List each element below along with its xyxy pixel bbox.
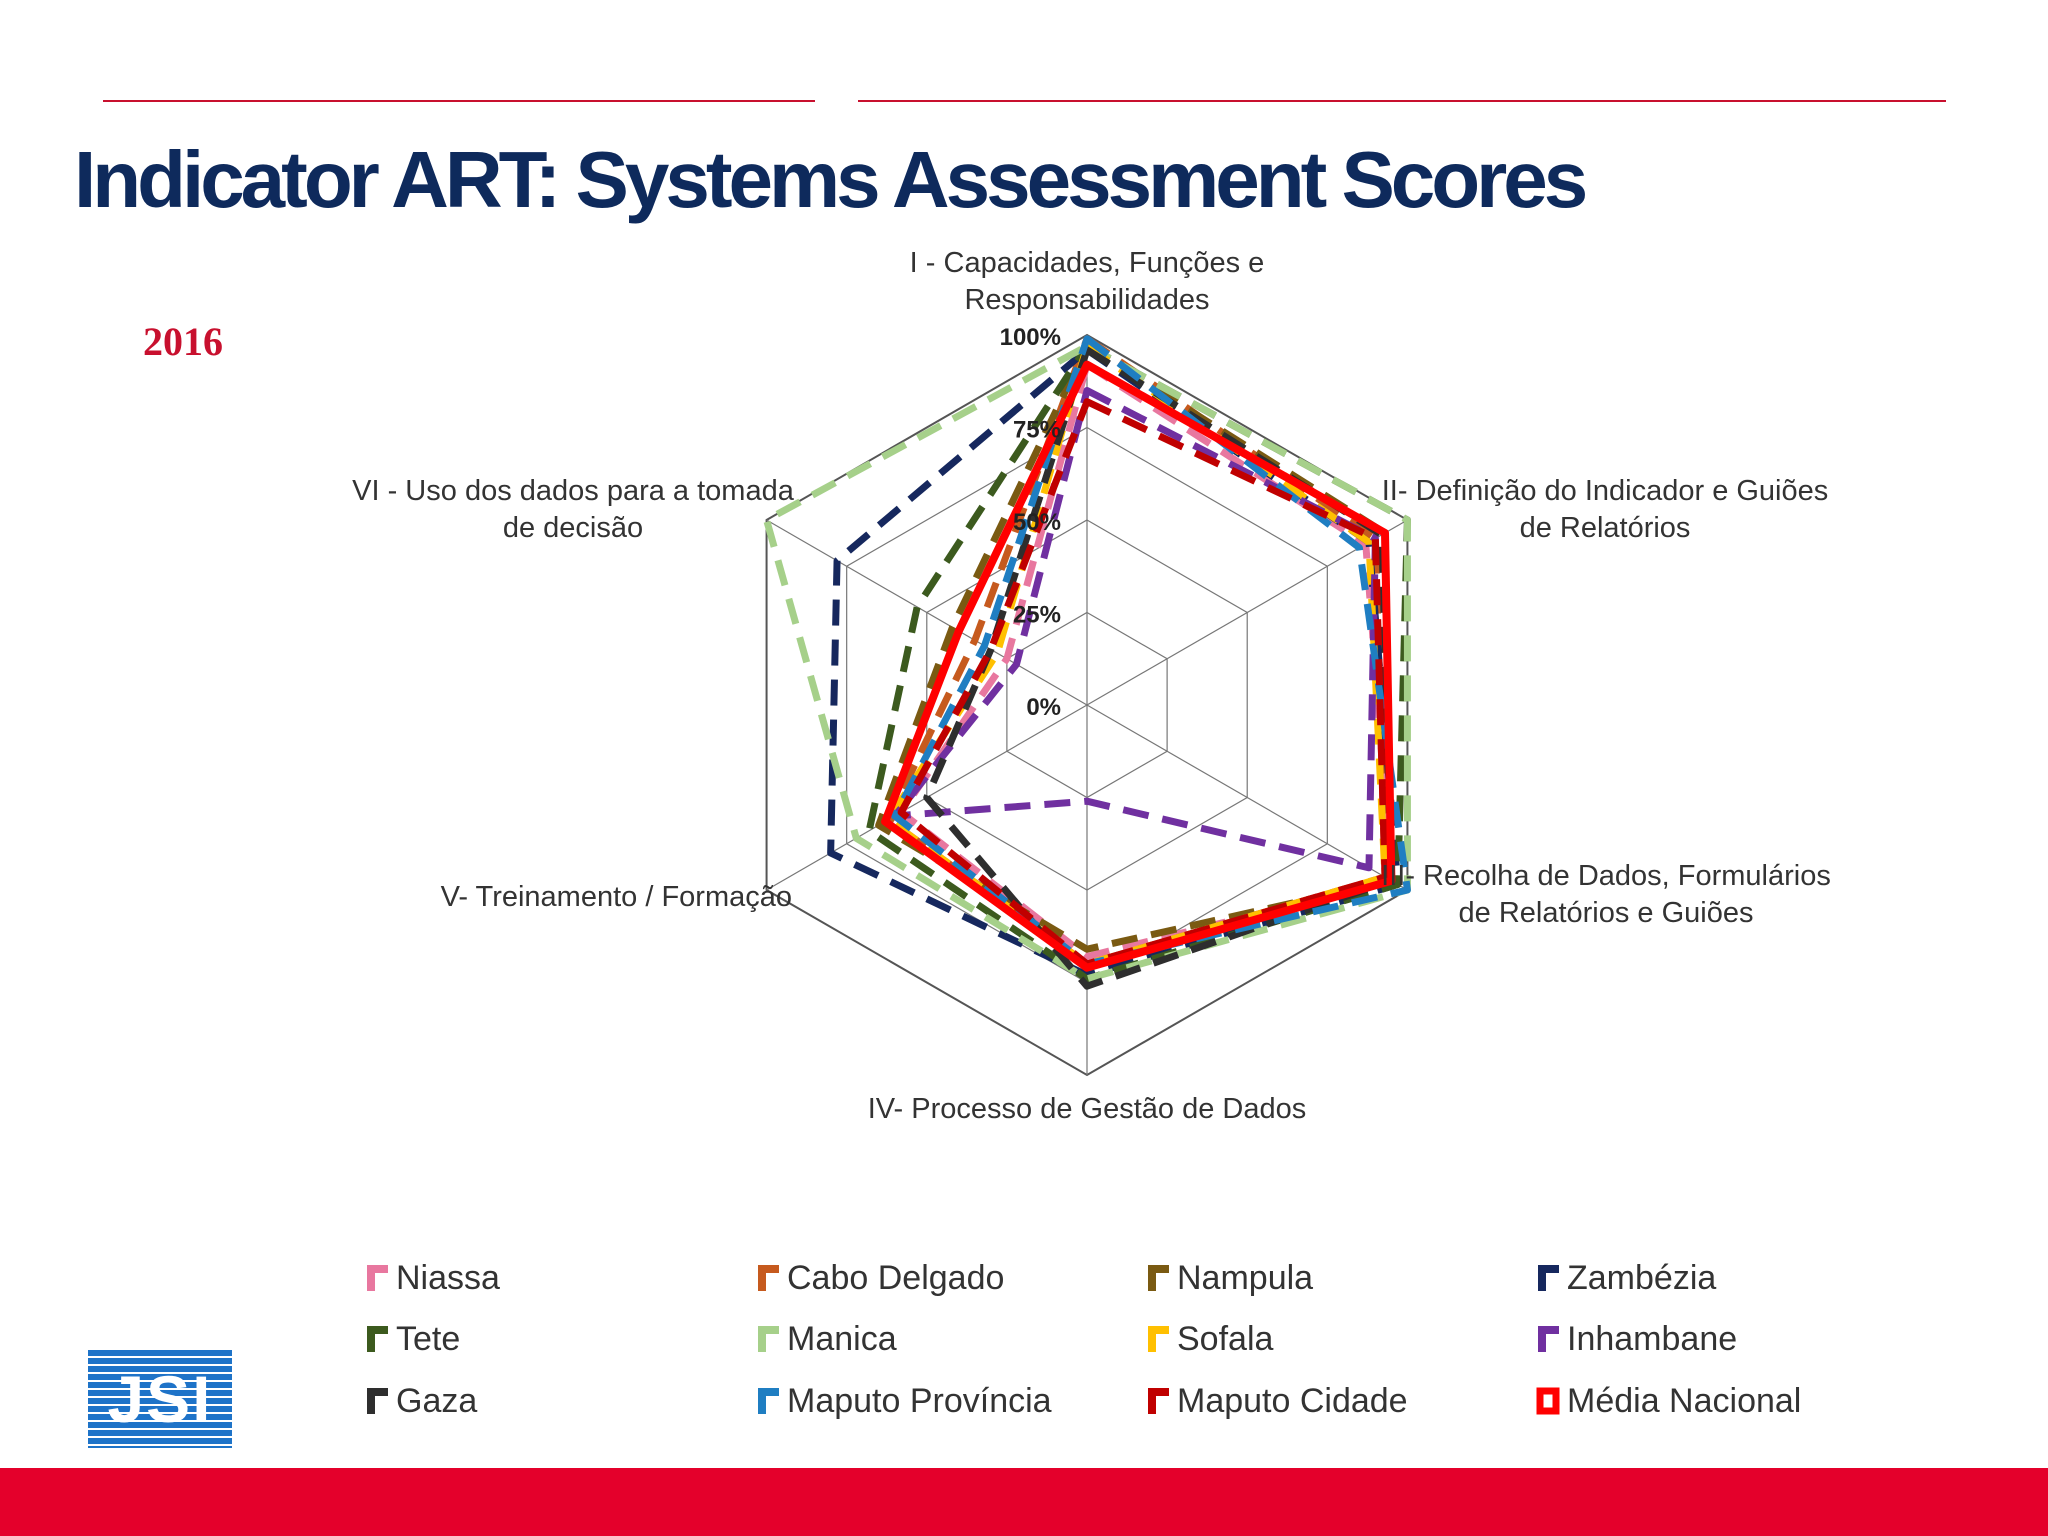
legend-swatch-icon bbox=[364, 1263, 390, 1293]
legend-swatch-icon bbox=[364, 1386, 390, 1416]
legend-item bbox=[1535, 1317, 1737, 1361]
legend-swatch-icon bbox=[1535, 1386, 1561, 1416]
legend-label: Cabo Delgado bbox=[787, 1258, 1005, 1297]
legend-item bbox=[755, 1379, 1052, 1423]
legend-label: Gaza bbox=[396, 1381, 478, 1420]
legend-swatch-icon bbox=[1535, 1263, 1561, 1293]
legend-item bbox=[364, 1379, 477, 1423]
axis-label: IV- Processo de Gestão de Dados bbox=[867, 1093, 1307, 1125]
legend-swatch-icon bbox=[755, 1263, 781, 1293]
legend-label: Sofala bbox=[1177, 1319, 1274, 1358]
legend-swatch-icon bbox=[1145, 1324, 1171, 1354]
year-label: 2016 bbox=[143, 319, 223, 364]
legend-item bbox=[364, 1317, 460, 1361]
legend-item bbox=[1535, 1379, 1801, 1423]
legend-label: Maputo Província bbox=[787, 1381, 1052, 1420]
slide-title: Indicator ART: Systems Assessment Scores bbox=[74, 135, 1585, 224]
legend-item bbox=[1145, 1317, 1273, 1361]
legend-item bbox=[755, 1317, 897, 1361]
legend-label: Nampula bbox=[1177, 1258, 1314, 1297]
tick-label: 0% bbox=[1026, 694, 1061, 721]
axis-label: de Relatórios bbox=[1519, 512, 1691, 544]
jsi-logo bbox=[88, 1350, 232, 1448]
legend-swatch-icon bbox=[755, 1324, 781, 1354]
legend-item bbox=[364, 1256, 500, 1300]
legend-item bbox=[755, 1256, 1004, 1300]
legend-label: Niassa bbox=[396, 1258, 500, 1297]
legend-label: Zambézia bbox=[1567, 1258, 1717, 1297]
tick-label: 75% bbox=[1012, 416, 1061, 444]
axis-label: III- Recolha de Dados, Formulários bbox=[1381, 860, 1831, 892]
tick-label: 100% bbox=[999, 324, 1061, 351]
tick-label: 25% bbox=[1012, 601, 1061, 629]
radar-axis-labels bbox=[352, 247, 1831, 1125]
legend-swatch-icon bbox=[1145, 1386, 1171, 1416]
legend-label: Inhambane bbox=[1567, 1319, 1738, 1358]
axis-label: de Relatórios e Guiões bbox=[1458, 897, 1754, 929]
axis-label: I - Capacidades, Funções e bbox=[909, 247, 1265, 279]
series-niassa bbox=[901, 365, 1391, 957]
logo-text: JSI bbox=[107, 1362, 213, 1436]
legend-label: Manica bbox=[787, 1319, 897, 1358]
legend-item bbox=[1145, 1256, 1313, 1300]
legend-label: Tete bbox=[396, 1319, 461, 1358]
tick-label: 50% bbox=[1012, 509, 1061, 536]
legend-swatch-icon bbox=[364, 1324, 390, 1354]
legend-swatch-icon bbox=[755, 1386, 781, 1416]
axis-label: V- Treinamento / Formação bbox=[440, 881, 792, 913]
axis-label: Responsabilidades bbox=[964, 284, 1210, 316]
axis-label: VI - Uso dos dados para a tomada bbox=[352, 475, 794, 507]
legend-swatch-icon bbox=[1145, 1263, 1171, 1293]
legend-swatch-icon bbox=[1535, 1324, 1561, 1354]
axis-label: II- Definição do Indicador e Guiões bbox=[1381, 475, 1829, 507]
legend-label: Maputo Cidade bbox=[1177, 1381, 1408, 1420]
legend-item bbox=[1535, 1256, 1716, 1300]
footer-bar bbox=[0, 1468, 2048, 1536]
axis-label: de decisão bbox=[502, 512, 644, 544]
legend-item bbox=[1145, 1379, 1408, 1423]
legend-label: Média Nacional bbox=[1567, 1381, 1802, 1420]
